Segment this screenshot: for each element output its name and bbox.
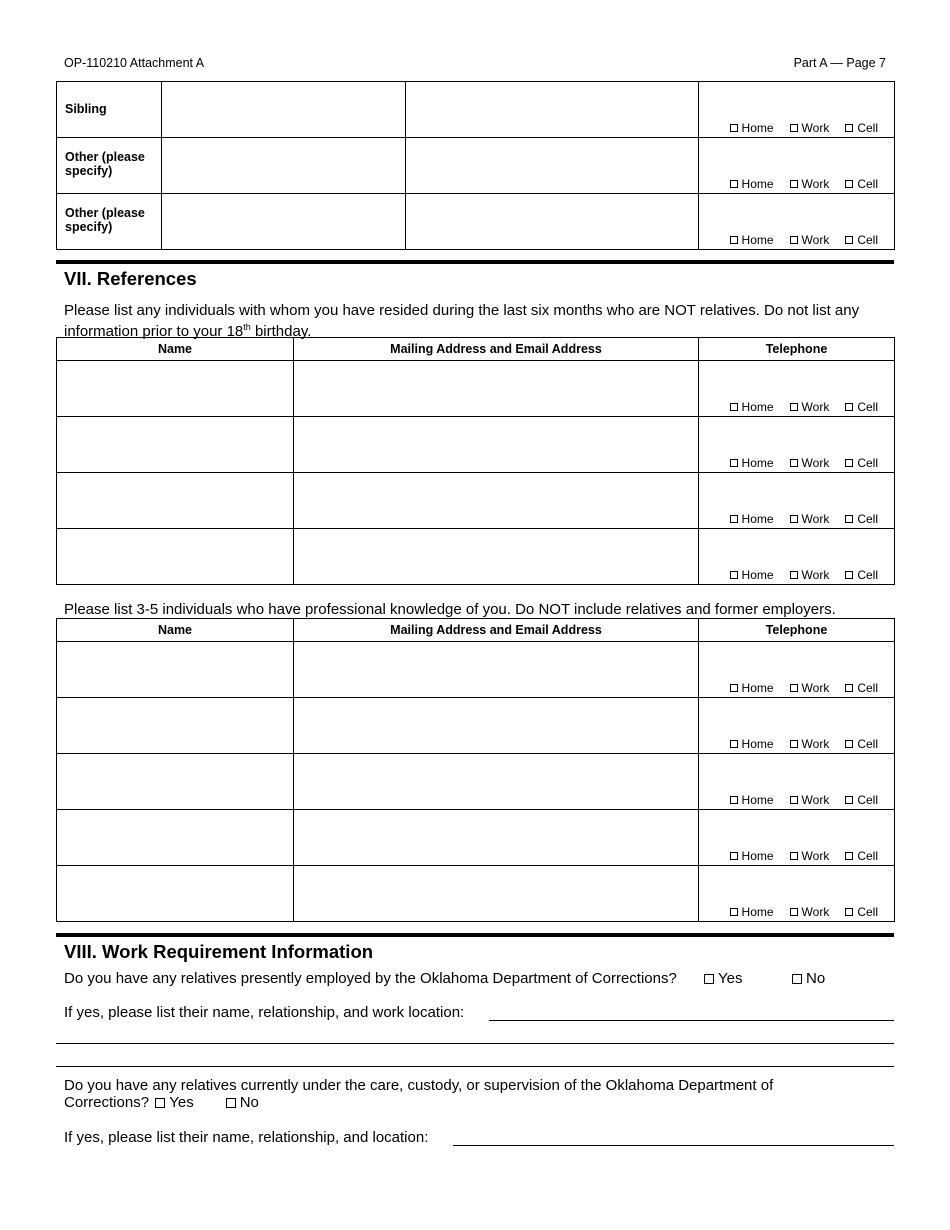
cell-checkbox[interactable]: Cell bbox=[845, 456, 878, 470]
home-checkbox[interactable]: Home bbox=[730, 681, 774, 695]
family-table bbox=[56, 81, 895, 250]
home-checkbox[interactable]: Home bbox=[730, 233, 774, 247]
cell-checkbox[interactable]: Cell bbox=[845, 849, 878, 863]
phone-type-options bbox=[730, 849, 878, 863]
work-checkbox[interactable]: Work bbox=[790, 121, 830, 135]
yes-checkbox[interactable] bbox=[704, 974, 714, 984]
home-checkbox[interactable]: Home bbox=[730, 177, 774, 191]
row-label-other: Other (please specify) bbox=[57, 194, 162, 250]
column-header-telephone: Telephone bbox=[699, 619, 895, 642]
home-checkbox[interactable]: Home bbox=[730, 905, 774, 919]
phone-type-options bbox=[730, 177, 878, 191]
address-cell[interactable] bbox=[294, 529, 699, 585]
employed-relatives-followup-label: If yes, please list their name, relationship, and work location: bbox=[64, 1004, 465, 1021]
telephone-cell[interactable] bbox=[699, 194, 895, 250]
section-separator-line bbox=[56, 1066, 894, 1067]
address-cell[interactable] bbox=[294, 698, 699, 754]
professional-references-table bbox=[56, 618, 895, 922]
cell-checkbox[interactable]: Cell bbox=[845, 121, 878, 135]
name-cell[interactable] bbox=[162, 138, 406, 194]
address-cell[interactable] bbox=[294, 417, 699, 473]
cell-checkbox[interactable]: Cell bbox=[845, 568, 878, 582]
home-checkbox[interactable]: Home bbox=[730, 400, 774, 414]
work-checkbox[interactable]: Work bbox=[790, 737, 830, 751]
section-divider bbox=[56, 933, 894, 937]
name-cell[interactable] bbox=[57, 473, 294, 529]
table-row bbox=[57, 138, 895, 194]
cell-checkbox[interactable]: Cell bbox=[845, 512, 878, 526]
section-title-references: VII. References bbox=[64, 268, 197, 289]
work-checkbox[interactable]: Work bbox=[790, 905, 830, 919]
cell-checkbox[interactable]: Cell bbox=[845, 737, 878, 751]
no-checkbox[interactable] bbox=[226, 1098, 236, 1108]
table-row bbox=[57, 642, 895, 698]
table-row bbox=[57, 473, 895, 529]
name-cell[interactable] bbox=[162, 194, 406, 250]
cell-checkbox[interactable]: Cell bbox=[845, 681, 878, 695]
telephone-cell[interactable] bbox=[699, 82, 895, 138]
address-cell[interactable] bbox=[294, 754, 699, 810]
name-cell[interactable] bbox=[57, 642, 294, 698]
work-checkbox[interactable]: Work bbox=[790, 456, 830, 470]
table-row bbox=[57, 82, 895, 138]
address-cell[interactable] bbox=[294, 866, 699, 922]
name-cell[interactable] bbox=[57, 754, 294, 810]
phone-type-options bbox=[730, 905, 878, 919]
home-checkbox[interactable]: Home bbox=[730, 849, 774, 863]
cell-checkbox[interactable]: Cell bbox=[845, 793, 878, 807]
work-checkbox[interactable]: Work bbox=[790, 793, 830, 807]
telephone-cell[interactable] bbox=[699, 642, 895, 698]
column-header-telephone: Telephone bbox=[699, 338, 895, 361]
address-cell[interactable] bbox=[294, 810, 699, 866]
home-checkbox[interactable]: Home bbox=[730, 512, 774, 526]
professional-references-instructions: Please list 3-5 individuals who have professional knowledge of you. Do NOT include relatives and former employers. bbox=[64, 601, 836, 618]
telephone-cell[interactable] bbox=[699, 473, 895, 529]
relatives-employed-no-option[interactable]: No bbox=[790, 970, 825, 987]
page-number: Part A — Page 7 bbox=[793, 56, 886, 70]
home-checkbox[interactable]: Home bbox=[730, 793, 774, 807]
table-row bbox=[57, 417, 895, 473]
telephone-cell[interactable] bbox=[699, 138, 895, 194]
telephone-cell[interactable] bbox=[699, 810, 895, 866]
address-cell[interactable] bbox=[406, 82, 699, 138]
address-cell[interactable] bbox=[406, 194, 699, 250]
supervised-relatives-followup-label: If yes, please list their name, relationship, and location: bbox=[64, 1129, 429, 1146]
name-cell[interactable] bbox=[57, 417, 294, 473]
phone-type-options bbox=[730, 737, 878, 751]
no-checkbox[interactable] bbox=[792, 974, 802, 984]
work-checkbox[interactable]: Work bbox=[790, 568, 830, 582]
table-row bbox=[57, 361, 895, 417]
address-cell[interactable] bbox=[294, 473, 699, 529]
employed-relatives-input-line[interactable] bbox=[489, 1020, 894, 1021]
phone-type-options bbox=[730, 121, 878, 135]
phone-type-options bbox=[730, 512, 878, 526]
name-cell[interactable] bbox=[57, 361, 294, 417]
column-header-address: Mailing Address and Email Address bbox=[294, 338, 699, 361]
yes-checkbox[interactable] bbox=[155, 1098, 165, 1108]
employed-relatives-continuation-line[interactable] bbox=[56, 1043, 894, 1044]
table-row bbox=[57, 810, 895, 866]
name-cell[interactable] bbox=[57, 866, 294, 922]
relatives-employed-yes-option[interactable]: Yes bbox=[702, 970, 742, 987]
table-row bbox=[57, 529, 895, 585]
table-row bbox=[57, 698, 895, 754]
address-cell[interactable] bbox=[406, 138, 699, 194]
relatives-supervision-question: Do you have any relatives currently under the care, custody, or supervision of the Oklahoma Department of Corrections? Yes No bbox=[64, 1077, 774, 1111]
cell-checkbox[interactable]: Cell bbox=[845, 400, 878, 414]
work-checkbox[interactable]: Work bbox=[790, 849, 830, 863]
telephone-cell[interactable] bbox=[699, 361, 895, 417]
telephone-cell[interactable] bbox=[699, 698, 895, 754]
home-checkbox[interactable]: Home bbox=[730, 737, 774, 751]
work-checkbox[interactable]: Work bbox=[790, 233, 830, 247]
cell-checkbox[interactable]: Cell bbox=[845, 905, 878, 919]
telephone-cell[interactable] bbox=[699, 529, 895, 585]
table-row bbox=[57, 194, 895, 250]
row-label-sibling: Sibling bbox=[57, 82, 162, 138]
table-header-row bbox=[57, 619, 895, 642]
home-checkbox[interactable]: Home bbox=[730, 121, 774, 135]
work-checkbox[interactable]: Work bbox=[790, 177, 830, 191]
table-row bbox=[57, 866, 895, 922]
name-cell[interactable] bbox=[57, 810, 294, 866]
column-header-name: Name bbox=[57, 338, 294, 361]
table-header-row bbox=[57, 338, 895, 361]
telephone-cell[interactable] bbox=[699, 866, 895, 922]
work-checkbox[interactable]: Work bbox=[790, 400, 830, 414]
telephone-cell[interactable] bbox=[699, 754, 895, 810]
row-label-other: Other (please specify) bbox=[57, 138, 162, 194]
home-checkbox[interactable]: Home bbox=[730, 456, 774, 470]
phone-type-options bbox=[730, 400, 878, 414]
phone-type-options bbox=[730, 681, 878, 695]
name-cell[interactable] bbox=[57, 698, 294, 754]
phone-type-options bbox=[730, 233, 878, 247]
address-cell[interactable] bbox=[294, 361, 699, 417]
phone-type-options bbox=[730, 456, 878, 470]
document-id: OP-110210 Attachment A bbox=[64, 56, 205, 70]
work-checkbox[interactable]: Work bbox=[790, 681, 830, 695]
cell-checkbox[interactable]: Cell bbox=[845, 233, 878, 247]
phone-type-options bbox=[730, 793, 878, 807]
cell-checkbox[interactable]: Cell bbox=[845, 177, 878, 191]
column-header-name: Name bbox=[57, 619, 294, 642]
column-header-address: Mailing Address and Email Address bbox=[294, 619, 699, 642]
name-cell[interactable] bbox=[162, 82, 406, 138]
work-checkbox[interactable]: Work bbox=[790, 512, 830, 526]
table-row bbox=[57, 754, 895, 810]
telephone-cell[interactable] bbox=[699, 417, 895, 473]
section-divider bbox=[56, 260, 894, 264]
home-checkbox[interactable]: Home bbox=[730, 568, 774, 582]
relatives-employed-question: Do you have any relatives presently employed by the Oklahoma Department of Corrections? bbox=[64, 970, 677, 987]
references-instructions: Please list any individuals with whom you have resided during the last six months who are NOT relatives. Do not list any information prior to your 18th birthday. bbox=[64, 302, 860, 340]
name-cell[interactable] bbox=[57, 529, 294, 585]
section-title-work-requirement: VIII. Work Requirement Information bbox=[64, 941, 374, 962]
residence-references-table bbox=[56, 337, 895, 585]
address-cell[interactable] bbox=[294, 642, 699, 698]
supervised-relatives-input-line[interactable] bbox=[453, 1145, 894, 1146]
phone-type-options bbox=[730, 568, 878, 582]
